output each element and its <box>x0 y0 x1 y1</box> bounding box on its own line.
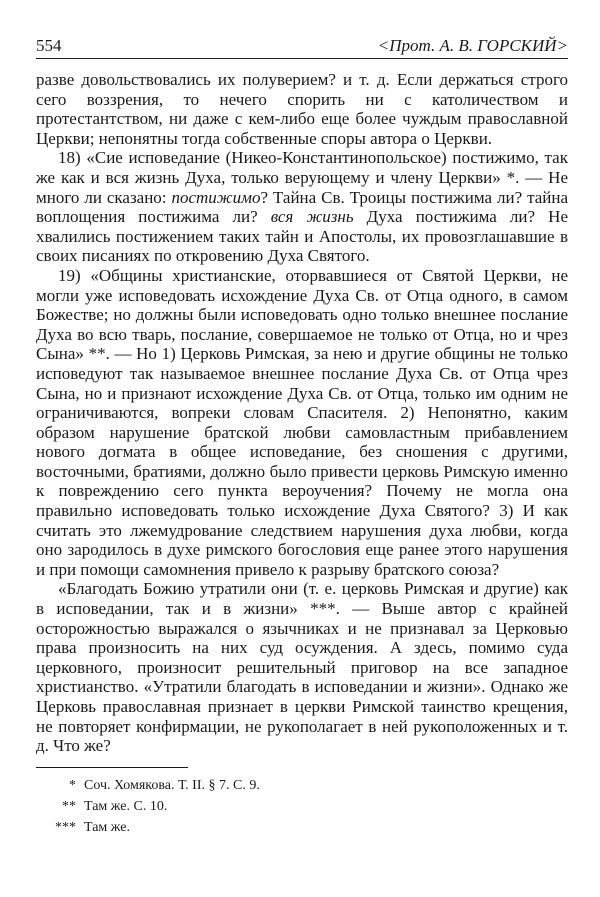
footnote-text: Там же. С. 10. <box>84 798 168 814</box>
footnote-2 <box>36 796 568 817</box>
paragraph-2-emphasis: вся жизнь <box>270 207 354 227</box>
footnote-mark: ** <box>62 798 76 814</box>
footnote-1 <box>36 775 568 796</box>
footnotes <box>36 775 568 838</box>
running-head <box>36 36 568 59</box>
paragraph-3-text: 19) «Общины христианские, оторвавшиеся от Святой Церкви, не могли уже исповедовать исхождение Духа Св. от Отца одного, в самом Божестве; но должны были исповедовать одно только внешнее послание Духа во всю тварь, послание, совершаемое не только от Отца, но и чрез Сына» **. — Но 1) Церковь Римская, за нею и другие общины не только исповедуют так называемое внешнее послание Духа Св. от Отца чрез Сына, но и признают исхождение Духа Св. от Отца, только им одним не ограничиваются, вопреки словам Спасителя. 2) Непонятно, каким образом нарушение братской любви самовластным прибавлением нового догмата в общее исповедание, без сношения с другими, восточными, братиями, должно было привести церковь Римскую именно к повреждению сего пункта вероучения? Почему не могла она правильно исповедовать только исхождение Духа Святого? 3) И как считать это лжемудрование следствием нарушения духа любви, когда оно зародилось в духе римского богословия еще ранее этого нарушения и при помощи самомнения привело к разрыву братского союза? <box>36 265 568 579</box>
paragraph-3 <box>36 266 568 580</box>
paragraph-2-emphasis: постижимо <box>171 187 261 207</box>
paragraph-4 <box>36 579 568 755</box>
paragraph-2-text: ? Тайна Св. Троицы постижима ли? тайна воплощения постижима ли? <box>36 187 568 227</box>
footnote-mark: *** <box>55 819 76 835</box>
footnote-text: Там же. <box>84 819 130 835</box>
paragraph-2 <box>36 148 568 266</box>
book-page <box>36 36 568 838</box>
footnote-mark: * <box>69 777 76 793</box>
paragraph-1-text: разве довольствовались их полуверием? и т. д. Если держаться строго сего воззрения, то нечего спорить ни с католичеством и протестантством, ни даже с кем-либо еще более чуждым православной Церкви; непонятны тогда собственные споры автора о Церкви. <box>36 70 568 148</box>
footnote-text: Соч. Хомякова. Т. II. § 7. С. 9. <box>84 777 260 793</box>
footnote-rule <box>36 767 188 768</box>
running-title: <Прот. А. В. ГОРСКИЙ> <box>377 36 568 55</box>
paragraph-2-text: Духа постижима ли? Не хвалились постижением таких тайн и Апостолы, их провозглашавшие в своих писаниях по откровению Духа Святого. <box>36 207 568 266</box>
footnote-3 <box>36 817 568 838</box>
page-number: 554 <box>36 36 62 55</box>
body-text <box>36 70 568 756</box>
paragraph-4-text: «Благодать Божию утратили они (т. е. церковь Римская и другие) как в исповедании, так и в жизни» ***. — Выше автор с крайней осторожностью выражался о язычниках и не признавал за Церковью права произносить на них суд осуждения. А здесь, помимо суда церковного, произносит решительный приговор на все западное христианство. «Утратили благодать в исповедании и жизни». Однако же Церковь православная признает в церкви Римской таинство крещения, не повторяет конфирмации, не рукополагает в ней рукоположенных и т. д. Что же? <box>36 579 568 756</box>
paragraph-1 <box>36 70 568 148</box>
paragraph-2-text: 18) «Сие исповедание (Никео-Константинопольское) постижимо, так же как и вся жизнь Духа, только верующему и члену Церкви» *. — Не много ли сказано: <box>36 148 568 207</box>
